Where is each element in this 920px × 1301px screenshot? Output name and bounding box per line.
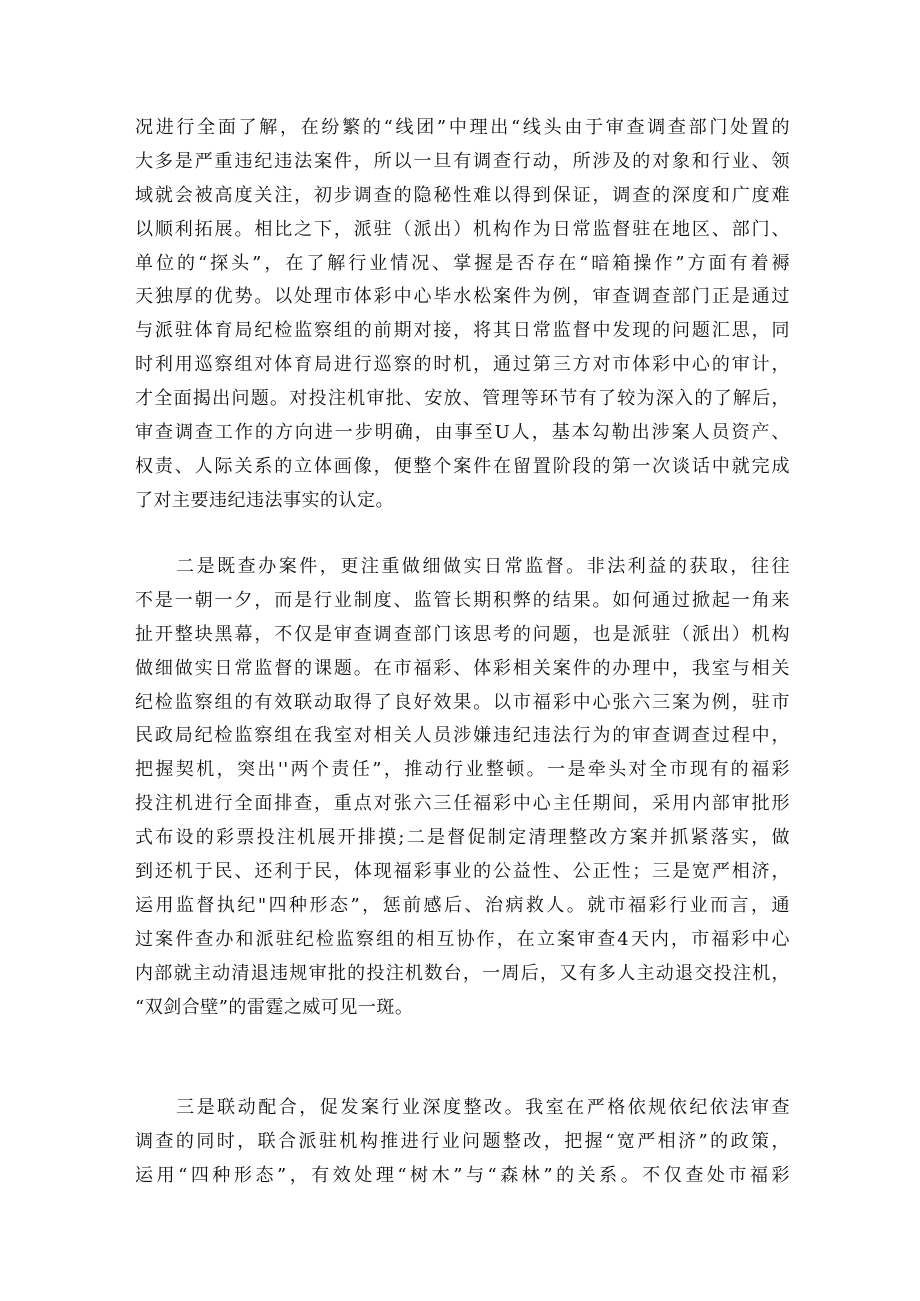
text-line: 式布设的彩票投注机展开排摸;二是督促制定清理整改方案并抓紧落实，做 — [135, 827, 790, 849]
text-line: 二是既查办案件，更注重做细做实日常监督。非法利益的获取，往往 — [135, 556, 790, 577]
text-line: 民政局纪检监察组在我室对相关人员涉嫌违纪违法行为的审查调查过程中， — [135, 725, 790, 747]
text-line: 把握契机，突出''两个责任”，推动行业整顿。一是牵头对全市现有的福彩 — [135, 759, 790, 781]
text-line: 调查的同时，联合派驻机构推进行业问题整改，把握“宽严相济”的政策， — [135, 1130, 790, 1152]
text-line: 域就会被高度关注，初步调查的隐秘性难以得到保证，调查的深度和广度难 — [135, 184, 790, 206]
text-line: 审查调查工作的方向进一步明确，由事至U人，基本勾勒出涉案人员资产、 — [135, 422, 790, 444]
text-line: 了对主要违纪违法事实的认定。 — [135, 489, 394, 511]
text-line: 时利用巡察组对体育局进行巡察的时机，通过第三方对市体彩中心的审计， — [135, 354, 790, 376]
text-line: “双剑合壁”的雷霆之威可见一斑。 — [135, 996, 414, 1018]
text-line: 投注机进行全面排查，重点对张六三任福彩中心主任期间，采用内部审批形 — [135, 793, 790, 815]
text-line: 扯开整块黑幕，不仅是审查调查部门该思考的问题，也是派驻（派出）机构 — [135, 623, 790, 645]
text-line: 过案件查办和派驻纪检监察组的相互协作，在立案审查4天内，市福彩中心 — [135, 928, 790, 950]
text-line: 三是联动配合，促发案行业深度整改。我室在严格依规依纪依法审查 — [135, 1097, 790, 1118]
text-line: 纪检监察组的有效联动取得了良好效果。以市福彩中心张六三案为例，驻市 — [135, 691, 790, 713]
text-line: 权责、人际关系的立体画像，便整个案件在留置阶段的第一次谈话中就完成 — [135, 455, 790, 477]
text-line: 况进行全面了解，在纷繁的“线团”中理出“线头由于审查调查部门处置的 — [135, 117, 790, 138]
text-line: 运用监督执纪"四种形态”，惩前感后、治病救人。就市福彩行业而言，通 — [135, 894, 790, 916]
text-line: 运用“四种形态”，有效处理“树木”与“森林”的关系。不仅查处市福彩 — [135, 1164, 790, 1186]
text-line: 才全面揭出问题。对投注机审批、安放、管理等环节有了较为深入的了解后， — [135, 388, 790, 410]
text-line: 天独厚的优势。以处理市体彩中心毕水松案件为例，审查调查部门正是通过 — [135, 286, 790, 308]
paragraph-1 — [135, 111, 790, 518]
text-line: 单位的“探头”，在了解行业情况、掌握是否存在“暗箱操作”方面有着褥 — [135, 252, 790, 274]
text-line: 大多是严重违纪违法案件，所以一旦有调查行动，所涉及的对象和行业、领 — [135, 150, 790, 172]
text-line: 做细做实日常监督的课题。在市福彩、体彩相关案件的办理中，我室与相关 — [135, 657, 790, 679]
text-line: 内部就主动清退违规审批的投注机数台，一周后，又有多人主动退交投注机， — [135, 962, 790, 984]
text-line: 到还机于民、还利于民，体现福彩事业的公益性、公正性；三是宽严相济， — [135, 861, 790, 883]
text-line: 与派驻体育局纪检监察组的前期对接，将其日常监督中发现的问题汇思，同 — [135, 320, 790, 342]
paragraph-2 — [135, 550, 790, 1024]
text-line: 以顺利拓展。相比之下，派驻（派出）机构作为日常监督驻在地区、部门、 — [135, 218, 790, 240]
text-line: 不是一朝一夕，而是行业制度、监管长期积弊的结果。如何通过掀起一角来 — [135, 589, 790, 611]
paragraph-3 — [135, 1091, 790, 1193]
